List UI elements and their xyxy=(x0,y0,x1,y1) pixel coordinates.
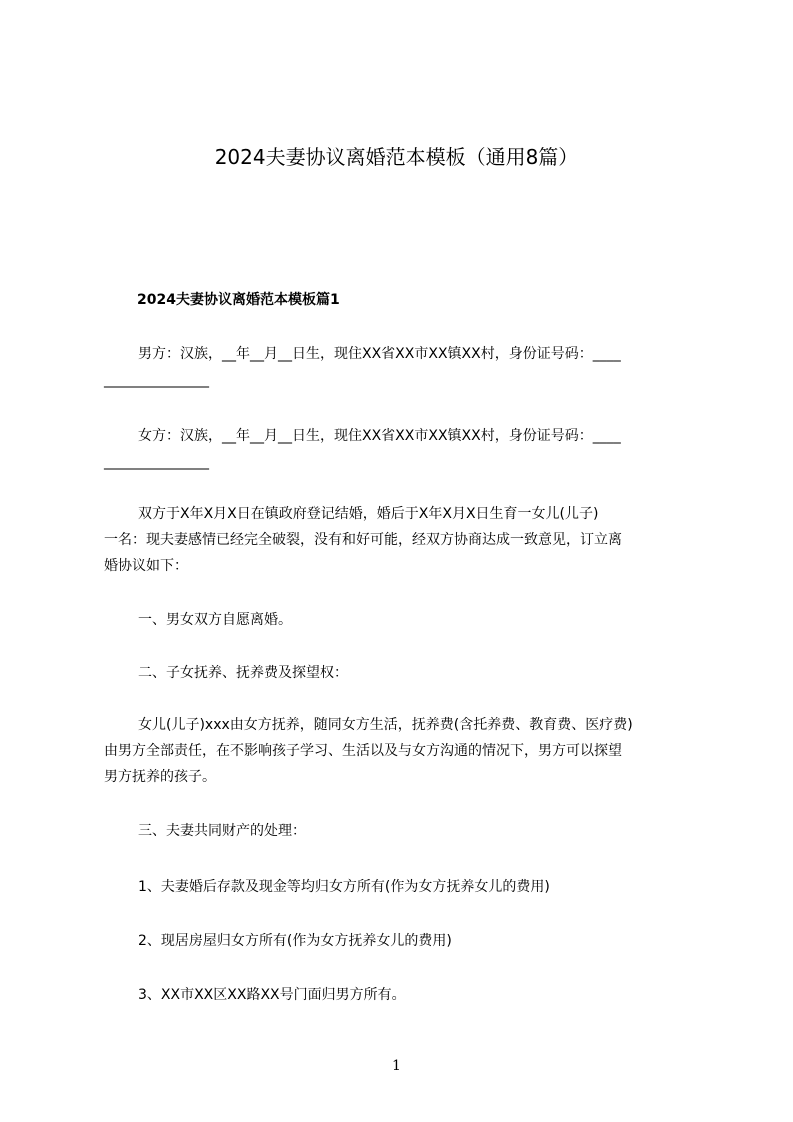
property-item-3-text: 3、XX市XX区XX路XX号门面归男方所有。 xyxy=(138,987,406,1003)
property-item-1-text: 1、夫妻婚后存款及现金等均归女方所有(作为女方抚养女儿的费用) xyxy=(138,879,550,895)
custody-line-1: 女儿(儿子)xxx由女方抚养，随同女方生活，抚养费(含托养费、教育费、医疗费) xyxy=(138,717,633,733)
custody-line-2: 由男方全部责任，在不影响孩子学习、生活以及与女方沟通的情况下，男方可以探望 xyxy=(104,743,622,759)
clause-2-paragraph xyxy=(104,660,704,686)
clause-3-paragraph xyxy=(104,818,704,844)
section-heading: 2024夫妻协议离婚范本模板篇1 xyxy=(137,292,340,308)
property-item-2-text: 2、现居房屋归女方所有(作为女方抚养女儿的费用) xyxy=(138,933,452,949)
female-party-paragraph xyxy=(104,423,704,475)
preamble-paragraph xyxy=(104,501,704,579)
preamble-line-2: 一名：现夫妻感情已经完全破裂，没有和好可能，经双方协商达成一致意见，订立离 xyxy=(104,532,622,548)
property-item-2 xyxy=(104,928,704,954)
clause-2-text: 二、子女抚养、抚养费及探望权： xyxy=(138,665,348,681)
document-title: 2024夫妻协议离婚范本模板（通用8篇） xyxy=(214,145,579,169)
page-number: 1 xyxy=(392,1058,401,1074)
property-item-3 xyxy=(104,982,704,1008)
female-party-line-1: 女方：汉族，__年__月__日生，现住XX省XX市XX镇XX村，身份证号码：____ xyxy=(138,428,621,444)
male-party-line-1: 男方：汉族，__年__月__日生，现住XX省XX市XX镇XX村，身份证号码：____ xyxy=(138,346,621,362)
custody-paragraph xyxy=(104,712,704,790)
male-party-paragraph xyxy=(104,341,704,393)
preamble-line-1: 双方于X年X月X日在镇政府登记结婚，婚后于X年X月X日生育一女儿(儿子) xyxy=(138,506,599,522)
preamble-line-3: 婚协议如下： xyxy=(104,558,188,574)
property-item-1 xyxy=(104,874,704,900)
clause-3-text: 三、夫妻共同财产的处理： xyxy=(138,823,306,839)
male-party-line-2: _______________ xyxy=(104,372,209,388)
clause-1-text: 一、男女双方自愿离婚。 xyxy=(138,612,292,628)
clause-1-paragraph xyxy=(104,607,704,633)
female-party-line-2: _______________ xyxy=(104,454,209,470)
custody-line-3: 男方抚养的孩子。 xyxy=(104,769,216,785)
